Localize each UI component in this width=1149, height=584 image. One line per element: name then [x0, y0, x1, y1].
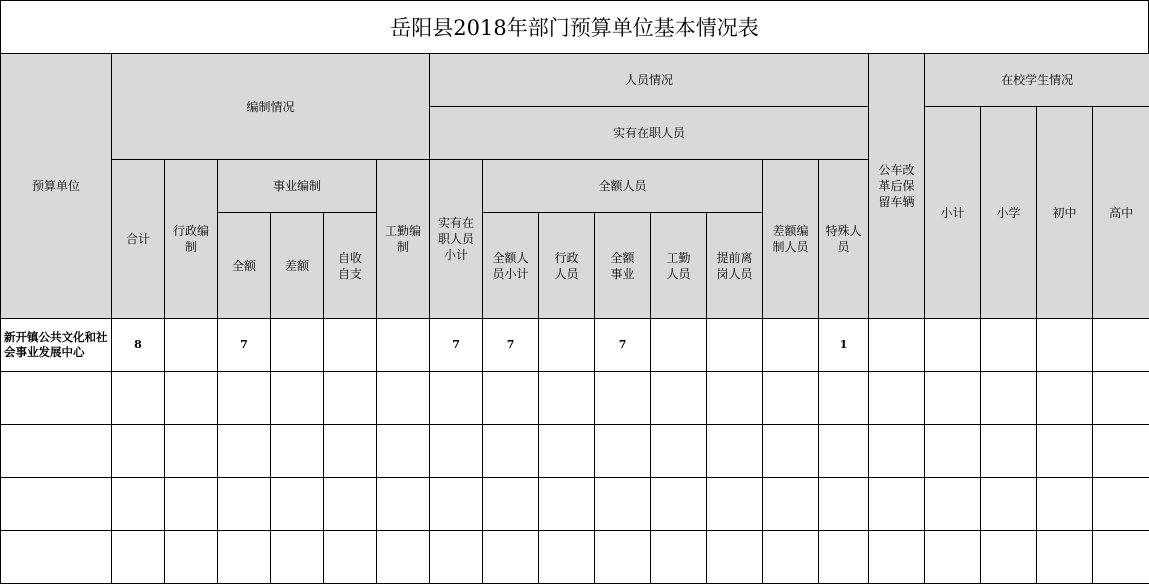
header-vehicles: 公车改革后保留车辆 — [869, 54, 925, 319]
cell-inst-diff[interactable] — [271, 425, 324, 478]
cell-full-worker[interactable] — [651, 425, 707, 478]
cell-inst-self[interactable] — [324, 478, 377, 531]
cell-vehicles[interactable] — [869, 425, 925, 478]
cell-inst-full[interactable] — [218, 531, 271, 584]
cell-inst-full[interactable] — [218, 478, 271, 531]
cell-diff-staffing[interactable] — [763, 531, 819, 584]
cell-diff-staffing[interactable] — [763, 478, 819, 531]
sheet-title: 岳阳县2018年部门预算单位基本情况表 — [0, 0, 1149, 53]
cell-full-worker[interactable] — [651, 372, 707, 425]
cell-worker-staffing[interactable] — [377, 319, 430, 372]
header-total: 合计 — [112, 160, 165, 319]
header-admin-staffing: 行政编制 — [165, 160, 218, 319]
cell-senior[interactable] — [1093, 531, 1149, 584]
cell-primary[interactable] — [981, 372, 1037, 425]
cell-admin-staffing[interactable] — [165, 425, 218, 478]
cell-inst-diff[interactable] — [271, 531, 324, 584]
cell-senior[interactable] — [1093, 425, 1149, 478]
cell-diff-staffing[interactable] — [763, 425, 819, 478]
cell-full-early-retire[interactable] — [707, 319, 763, 372]
cell-junior[interactable] — [1037, 319, 1093, 372]
cell-full-early-retire[interactable] — [707, 372, 763, 425]
cell-full-institution[interactable] — [595, 478, 651, 531]
unit-cell[interactable] — [1, 478, 112, 531]
cell-total[interactable] — [112, 478, 165, 531]
cell-diff-staffing[interactable] — [763, 319, 819, 372]
header-diff-staffing-personnel: 差额编制人员 — [763, 160, 819, 319]
unit-cell[interactable]: 新开镇公共文化和社会事业发展中心 — [1, 319, 112, 372]
cell-full-admin[interactable] — [539, 319, 595, 372]
cell-vehicles[interactable] — [869, 319, 925, 372]
cell-student-subtotal[interactable] — [925, 425, 981, 478]
cell-full-institution[interactable] — [595, 425, 651, 478]
cell-admin-staffing[interactable] — [165, 372, 218, 425]
cell-full-early-retire[interactable] — [707, 478, 763, 531]
header-student-subtotal: 小计 — [925, 107, 981, 319]
header-full-early-retire: 提前离岗人员 — [707, 213, 763, 319]
cell-student-subtotal[interactable] — [925, 531, 981, 584]
cell-junior[interactable] — [1037, 531, 1093, 584]
cell-student-subtotal[interactable] — [925, 478, 981, 531]
cell-inst-self[interactable] — [324, 372, 377, 425]
cell-full-admin[interactable] — [539, 425, 595, 478]
cell-worker-staffing[interactable] — [377, 531, 430, 584]
cell-junior[interactable] — [1037, 425, 1093, 478]
header-personnel: 人员情况 — [430, 54, 869, 107]
header-full-admin: 行政人员 — [539, 213, 595, 319]
cell-inst-full[interactable] — [218, 372, 271, 425]
table-row — [1, 372, 1149, 425]
cell-worker-staffing[interactable] — [377, 425, 430, 478]
cell-special[interactable] — [819, 372, 869, 425]
cell-inst-diff[interactable] — [271, 372, 324, 425]
cell-special[interactable] — [819, 425, 869, 478]
header-inst-self: 自收自支 — [324, 213, 377, 319]
cell-full-subtotal[interactable] — [483, 531, 539, 584]
header-full-subtotal: 全额人员小计 — [483, 213, 539, 319]
cell-inst-full[interactable] — [218, 425, 271, 478]
cell-inst-diff[interactable] — [271, 319, 324, 372]
budget-table — [0, 53, 1149, 584]
cell-worker-staffing[interactable] — [377, 372, 430, 425]
header-senior: 高中 — [1093, 107, 1149, 319]
header-full-amount-personnel: 全额人员 — [483, 160, 763, 213]
cell-full-early-retire[interactable] — [707, 531, 763, 584]
cell-worker-staffing[interactable] — [377, 478, 430, 531]
cell-full-admin[interactable] — [539, 478, 595, 531]
cell-admin-staffing[interactable] — [165, 319, 218, 372]
cell-full-subtotal[interactable] — [483, 372, 539, 425]
cell-actual-subtotal[interactable] — [430, 478, 483, 531]
cell-primary[interactable] — [981, 531, 1037, 584]
header-actual-on-duty: 实有在职人员 — [430, 107, 869, 160]
cell-full-admin[interactable] — [539, 372, 595, 425]
cell-admin-staffing[interactable] — [165, 531, 218, 584]
table-row — [1, 425, 1149, 478]
cell-vehicles[interactable] — [869, 531, 925, 584]
cell-actual-subtotal[interactable] — [430, 425, 483, 478]
cell-inst-full[interactable]: 7 — [218, 319, 271, 372]
cell-special[interactable] — [819, 478, 869, 531]
unit-cell[interactable] — [1, 531, 112, 584]
cell-inst-self[interactable] — [324, 531, 377, 584]
cell-full-worker[interactable] — [651, 478, 707, 531]
cell-vehicles[interactable] — [869, 372, 925, 425]
cell-full-worker[interactable] — [651, 319, 707, 372]
cell-junior[interactable] — [1037, 478, 1093, 531]
cell-full-early-retire[interactable] — [707, 425, 763, 478]
cell-student-subtotal[interactable] — [925, 372, 981, 425]
header-institution-staffing: 事业编制 — [218, 160, 377, 213]
table-row — [1, 531, 1149, 584]
cell-full-admin[interactable] — [539, 531, 595, 584]
cell-total[interactable] — [112, 372, 165, 425]
header-inst-diff: 差额 — [271, 213, 324, 319]
table-row — [1, 319, 1149, 372]
cell-special[interactable] — [819, 531, 869, 584]
header-students: 在校学生情况 — [925, 54, 1149, 107]
cell-actual-subtotal[interactable] — [430, 531, 483, 584]
cell-primary[interactable] — [981, 478, 1037, 531]
cell-full-subtotal[interactable] — [483, 478, 539, 531]
table-row — [1, 478, 1149, 531]
cell-special[interactable]: 1 — [819, 319, 869, 372]
header-actual-subtotal: 实有在职人员小计 — [430, 160, 483, 319]
cell-full-institution[interactable] — [595, 372, 651, 425]
cell-diff-staffing[interactable] — [763, 372, 819, 425]
cell-actual-subtotal[interactable] — [430, 372, 483, 425]
cell-actual-subtotal[interactable]: 7 — [430, 319, 483, 372]
cell-inst-self[interactable] — [324, 425, 377, 478]
cell-full-institution[interactable]: 7 — [595, 319, 651, 372]
cell-inst-self[interactable] — [324, 319, 377, 372]
header-full-worker: 工勤人员 — [651, 213, 707, 319]
unit-cell[interactable] — [1, 372, 112, 425]
cell-inst-diff[interactable] — [271, 478, 324, 531]
unit-cell[interactable] — [1, 425, 112, 478]
cell-full-subtotal[interactable]: 7 — [483, 319, 539, 372]
cell-senior[interactable] — [1093, 372, 1149, 425]
header-primary: 小学 — [981, 107, 1037, 319]
cell-student-subtotal[interactable] — [925, 319, 981, 372]
cell-primary[interactable] — [981, 319, 1037, 372]
cell-senior[interactable] — [1093, 319, 1149, 372]
header-unit: 预算单位 — [1, 54, 112, 319]
header-inst-full: 全额 — [218, 213, 271, 319]
cell-full-subtotal[interactable] — [483, 425, 539, 478]
cell-total[interactable] — [112, 425, 165, 478]
cell-full-institution[interactable] — [595, 531, 651, 584]
header-special-personnel: 特殊人员 — [819, 160, 869, 319]
cell-senior[interactable] — [1093, 478, 1149, 531]
cell-primary[interactable] — [981, 425, 1037, 478]
cell-total[interactable] — [112, 531, 165, 584]
cell-full-worker[interactable] — [651, 531, 707, 584]
cell-total[interactable]: 8 — [112, 319, 165, 372]
header-full-institution: 全额事业 — [595, 213, 651, 319]
header-junior: 初中 — [1037, 107, 1093, 319]
cell-junior[interactable] — [1037, 372, 1093, 425]
header-staffing: 编制情况 — [112, 54, 430, 160]
header-worker-staffing: 工勤编制 — [377, 160, 430, 319]
cell-admin-staffing[interactable] — [165, 478, 218, 531]
cell-vehicles[interactable] — [869, 478, 925, 531]
